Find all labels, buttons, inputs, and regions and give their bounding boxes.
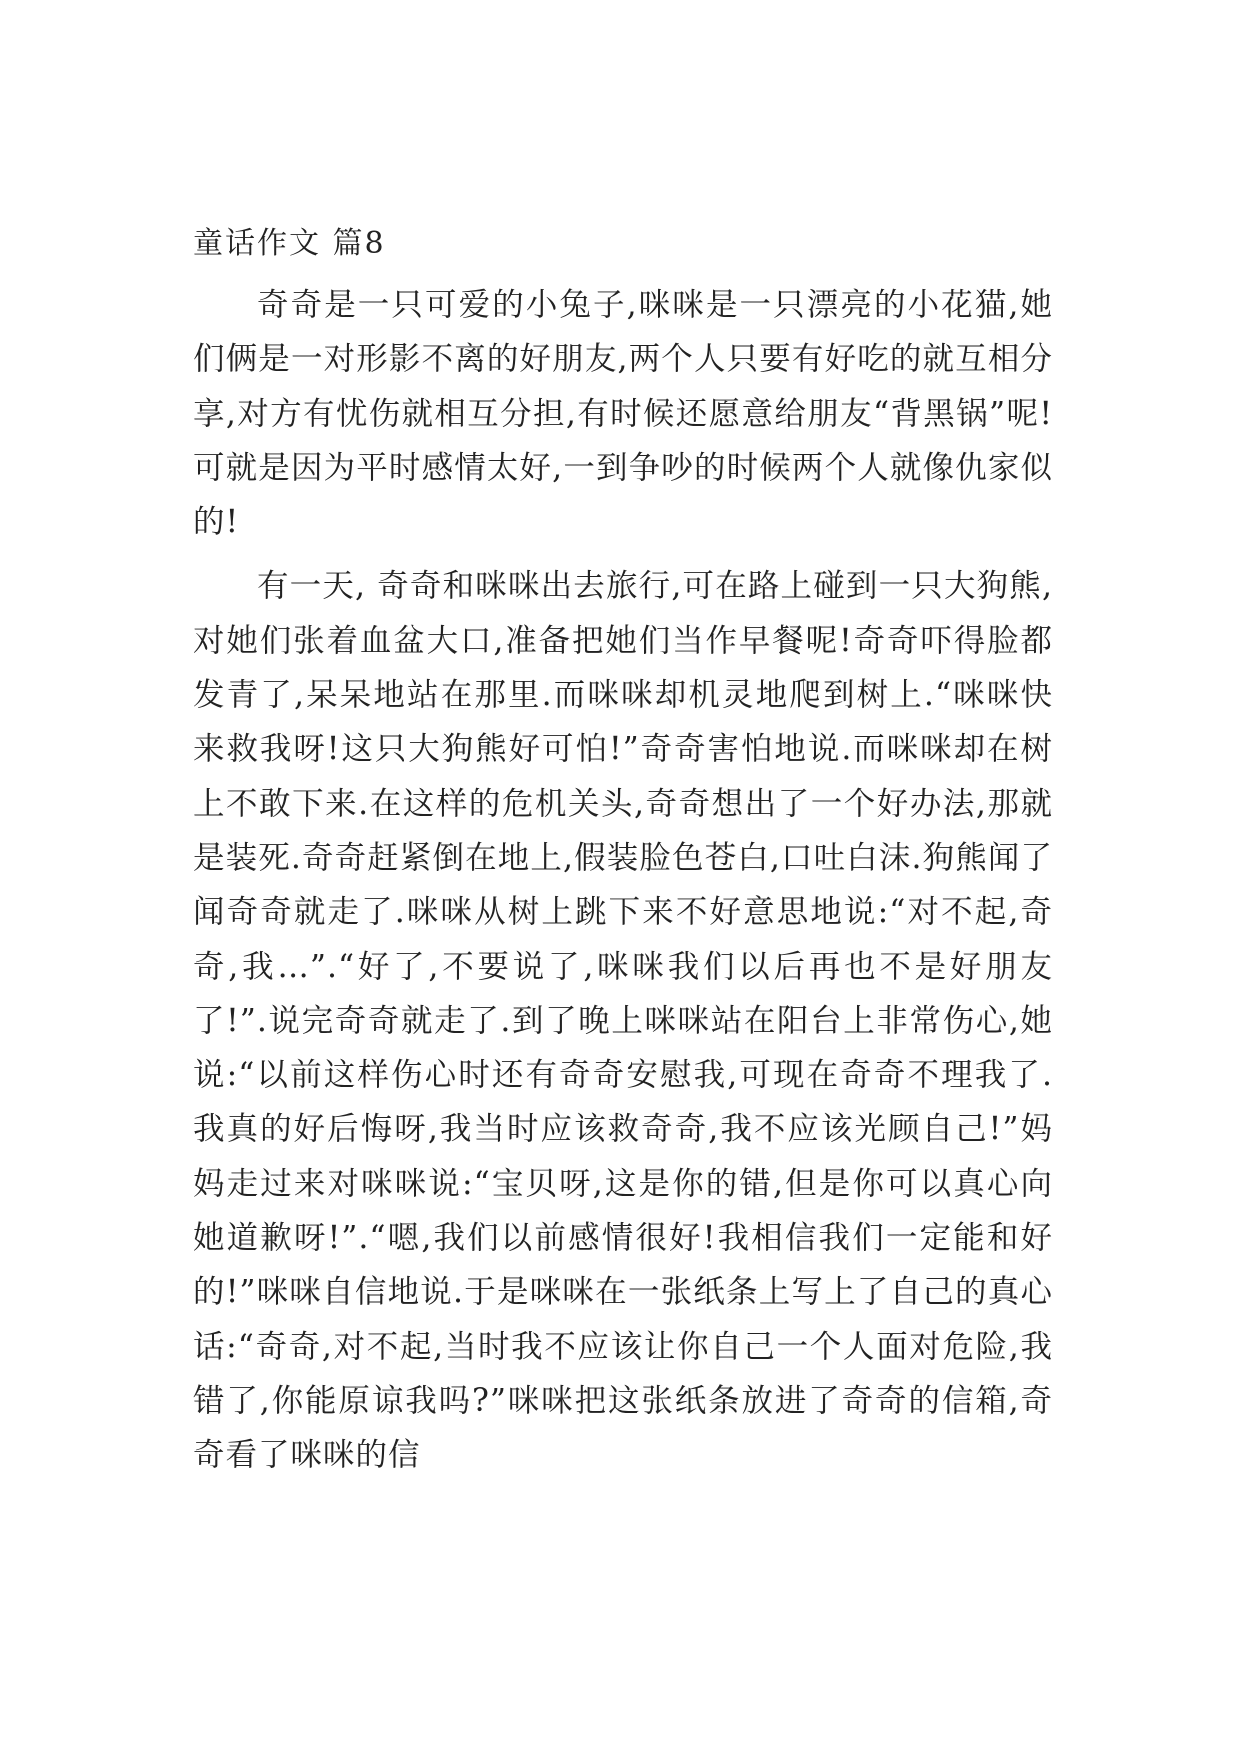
essay-title: 童话作文 篇8 (193, 226, 386, 261)
paragraph-2: 有一天, 奇奇和咪咪出去旅行,可在路上碰到一只大狗熊,对她们张着血盆大口,准备把她们当作早餐呢!奇奇吓得脸都发青了,呆呆地站在那里.而咪咪却机灵地爬到树上.“咪咪快来救我呀!这只大狗熊好可怕!”奇奇害怕地说.而咪咪却在树上不敢下来.在这样的危机关头,奇奇想出了一个好办法,那就是装死.奇奇赶紧倒在地上,假装脸色苍白,口吐白沫.狗熊闻了闻奇奇就走了.咪咪从树上跳下来不好意思地说:“对不起,奇奇,我…”.“好了,不要说了,咪咪我们以后再也不是好朋友了!”.说完奇奇就走了.到了晚上咪咪站在阳台上非常伤心,她说:“以前这样伤心时还有奇奇安慰我,可现在奇奇不理我了.我真的好后悔呀,我当时应该救奇奇,我不应该光顾自己!”妈妈走过来对咪咪说:“宝贝呀,这是你的错,但是你可以真心向她道歉呀!”.“嗯,我们以前感情很好!我相信我们一定能和好的!”咪咪自信地说.于是咪咪在一张纸条上写上了自己的真心话:“奇奇,对不起,当时我不应该让你自己一个人面对危险,我错了,你能原谅我吗?”咪咪把这张纸条放进了奇奇的信箱,奇奇看了咪咪的信 (193, 568, 1053, 1474)
paragraph-1: 奇奇是一只可爱的小兔子,咪咪是一只漂亮的小花猫,她们俩是一对形影不离的好朋友,两个人只要有好吃的就互相分享,对方有忧伤就相互分担,有时候还愿意给朋友“背黑锅”呢!可就是因为平时感情太好,一到争吵的时候两个人就像仇家似的! (193, 287, 1053, 541)
document-body (193, 222, 1053, 1474)
